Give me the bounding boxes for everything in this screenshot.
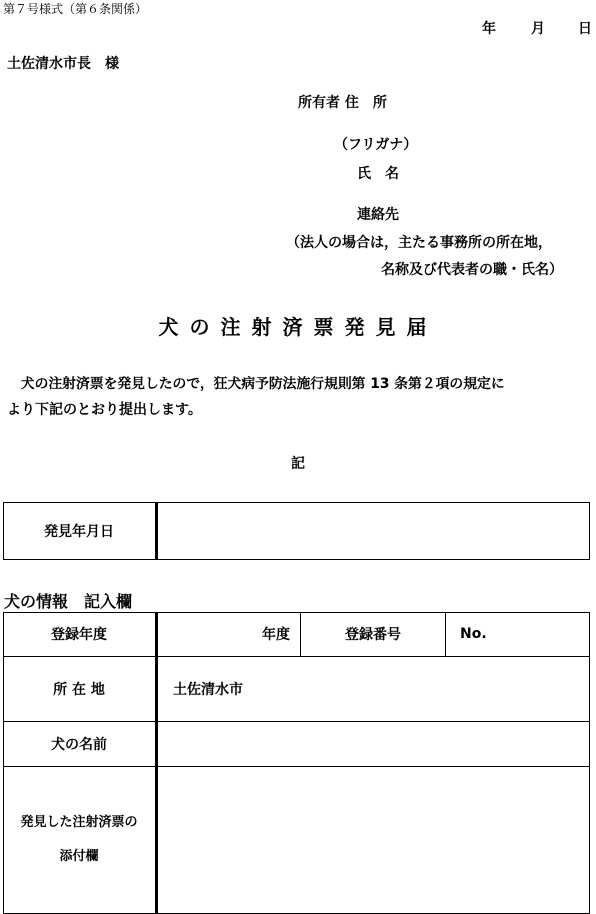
date-day-label: 日 <box>578 21 592 37</box>
date-year-label: 年 <box>482 21 496 37</box>
contact-label: 連絡先 <box>357 207 399 223</box>
registration-year-input[interactable]: 年度 <box>262 627 290 643</box>
body-text-line1: 犬の注射済票を発見したので，狂犬病予防法施行規則第 13 条第２項の規定に <box>20 376 505 392</box>
attachment-area[interactable] <box>158 767 588 913</box>
dog-name-input[interactable] <box>170 721 580 766</box>
corporate-note-line2: 名称及び代表者の職・氏名） <box>381 262 563 278</box>
furigana-label: （フリガナ） <box>334 137 418 153</box>
date-month-label: 月 <box>531 21 545 37</box>
registration-number-input[interactable]: No. <box>460 626 487 642</box>
dog-name-label: 犬の名前 <box>51 736 107 753</box>
attachment-label-line2: 添付欄 <box>59 849 99 864</box>
discovery-date-label: 発見年月日 <box>44 524 114 540</box>
discovery-date-input[interactable] <box>170 502 580 560</box>
owner-address-label: 所有者 住 所 <box>298 95 387 111</box>
body-text-line2: より下記のとおり提出します。 <box>7 402 202 418</box>
form-number: 第７号様式（第６条関係） <box>3 2 148 16</box>
discovery-date-divider <box>155 502 158 560</box>
document-title: 犬の注射済票発見届 <box>158 315 438 339</box>
registration-number-label: 登録番号 <box>345 627 401 643</box>
number-label-divider <box>445 612 446 656</box>
attachment-label <box>3 766 155 914</box>
attachment-label-line1: 発見した注射済票の <box>20 815 138 830</box>
location-label: 所 在 地 <box>53 681 105 698</box>
location-input[interactable]: 土佐清水市 <box>173 681 243 698</box>
corporate-note-line1: （法人の場合は，主たる事務所の所在地， <box>286 235 552 251</box>
dog-info-heading: 犬の情報 記入欄 <box>4 592 133 611</box>
owner-name-label: 氏 名 <box>357 166 399 182</box>
registration-year-label: 登録年度 <box>51 627 107 643</box>
addressee: 土佐清水市長 様 <box>7 56 119 72</box>
ki-heading: 記 <box>291 456 305 472</box>
